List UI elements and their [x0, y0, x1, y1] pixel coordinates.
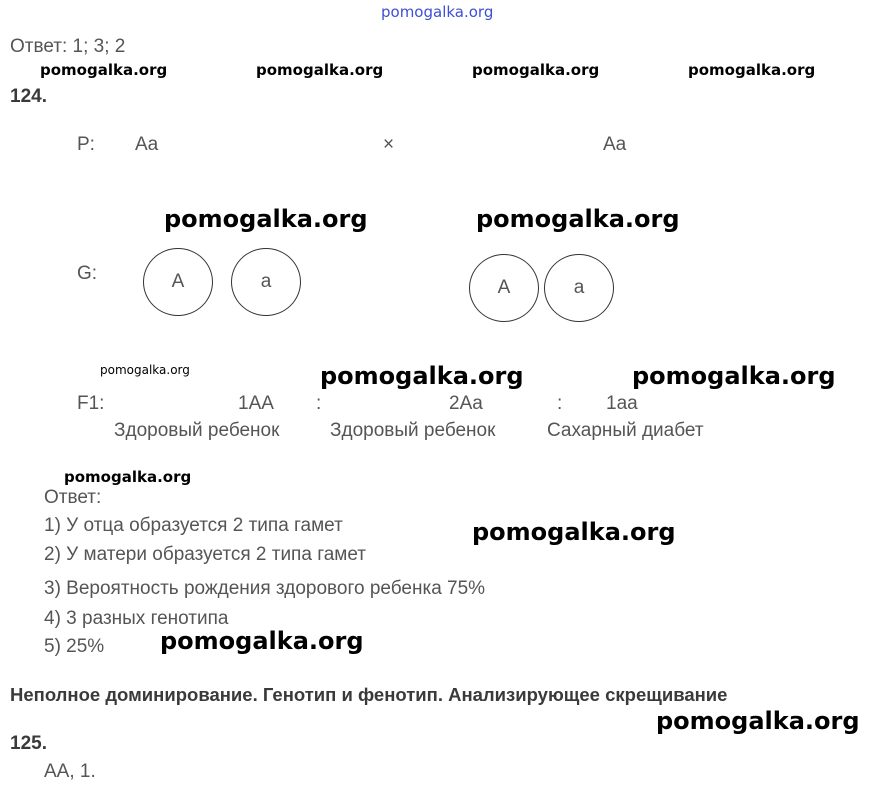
watermark-label: pomogalka.org [472, 61, 600, 79]
f1-phenotype: Здоровый ребенок [330, 420, 496, 441]
watermark-label: pomogalka.org [40, 61, 168, 79]
father-genotype: Aa [603, 134, 627, 155]
gamete-allele: A [497, 277, 511, 298]
section-title: Неполное доминирование. Генотип и фенотип. Анализирующее скрещивание [10, 684, 728, 705]
problem-number-125: 125. [10, 733, 47, 754]
mother-genotype: Aa [135, 134, 159, 155]
watermark-label: pomogalka.org [656, 707, 860, 735]
f1-genotype: 2Aa [449, 393, 483, 414]
watermark-label: pomogalka.org [164, 205, 368, 233]
ratio-separator: : [557, 393, 563, 414]
gamete-allele: A [171, 271, 185, 292]
watermark-label: pomogalka.org [64, 468, 192, 486]
gamete-circle [143, 248, 213, 316]
f1-phenotype: Сахарный диабет [547, 420, 704, 441]
watermark-label: pomogalka.org [632, 362, 836, 390]
gamete-circle [544, 254, 614, 322]
answer-item: 1) У отца образуется 2 типа гамет [44, 515, 343, 536]
watermark-top: pomogalka.org [381, 3, 494, 21]
gamete-circle [231, 248, 301, 316]
f1-genotype: 1AA [238, 393, 274, 414]
answer-item: 4) 3 разных генотипа [44, 608, 229, 629]
watermark-label: pomogalka.org [476, 205, 680, 233]
gamete-allele: a [573, 277, 585, 298]
gamete-circle [469, 254, 539, 322]
watermark-label: pomogalka.org [160, 627, 364, 655]
f1-label: F1: [77, 393, 105, 414]
f1-genotype: 1aa [606, 393, 638, 414]
answer-item: 2) У матери образуется 2 типа гамет [44, 544, 366, 565]
answer-item: 3) Вероятность рождения здорового ребенка 75% [44, 578, 486, 599]
problem-125-answer: AA, 1. [44, 761, 96, 782]
watermark-label: pomogalka.org [256, 61, 384, 79]
ratio-separator: : [316, 393, 322, 414]
gametes-label: G: [77, 263, 98, 284]
problem-number-124: 124. [10, 86, 47, 107]
f1-phenotype: Здоровый ребенок [114, 420, 280, 441]
previous-answer: Ответ: 1; 3; 2 [10, 36, 126, 57]
watermark-label: pomogalka.org [320, 362, 524, 390]
parents-label: P: [77, 134, 95, 155]
cross-sign: × [383, 134, 395, 155]
watermark-label: pomogalka.org [472, 518, 676, 546]
watermark-label: pomogalka.org [100, 363, 190, 377]
answer-item: 5) 25% [44, 636, 105, 657]
answer-title: Ответ: [44, 487, 102, 508]
gamete-allele: a [260, 271, 272, 292]
watermark-label: pomogalka.org [688, 61, 816, 79]
